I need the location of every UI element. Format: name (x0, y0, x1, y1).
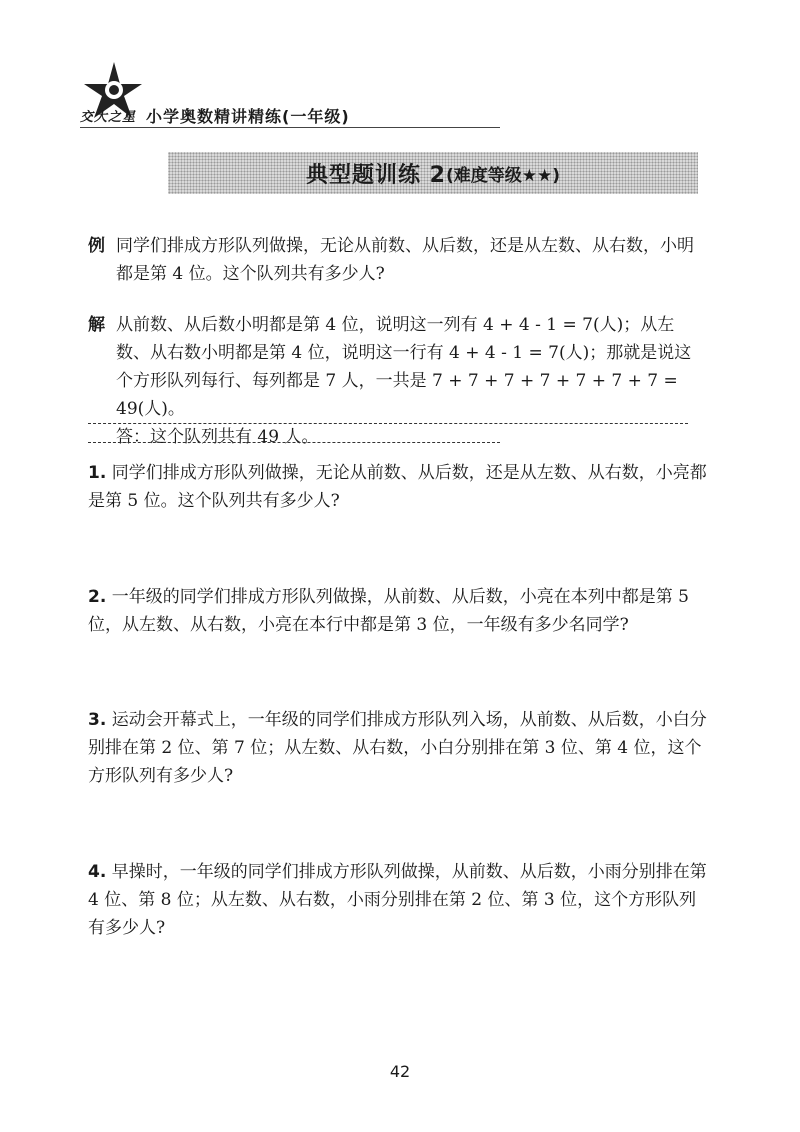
problem-number: 3. (88, 710, 107, 730)
book-title: 小学奥数精讲精练(一年级) (146, 107, 350, 126)
problem-number: 4. (88, 862, 107, 882)
dashed-divider (88, 423, 688, 424)
page-header (80, 60, 500, 126)
problem-text: 一年级的同学们排成方形队列做操，从前数、从后数，小亮在本列中都是第 5 位，从左数、从右数，小亮在本行中都是第 3 位，一年级有多少名同学? (88, 587, 689, 635)
solution-answer: 答：这个队列共有 49 人。 (116, 427, 319, 447)
problem-2 (88, 583, 708, 639)
solution-tag: 解 (88, 315, 105, 335)
dashed-divider (88, 442, 500, 443)
problem-3 (88, 706, 708, 790)
problem-number: 2. (88, 587, 107, 607)
example-text: 同学们排成方形队列做操，无论从前数、从后数，还是从左数、从右数，小明都是第 4 位。这个队列共有多少人? (116, 236, 694, 284)
problem-text: 同学们排成方形队列做操，无论从前数、从后数，还是从左数、从右数，小亮都是第 5 位。这个队列共有多少人? (88, 463, 707, 511)
header-rule (80, 127, 500, 128)
example-tag: 例 (88, 236, 105, 256)
problem-text: 早操时，一年级的同学们排成方形队列做操，从前数、从后数，小雨分别排在第 4 位、第 8 位；从左数、从右数，小雨分别排在第 2 位、第 3 位，这个方形队列有多少人? (88, 862, 707, 938)
example-block (88, 232, 708, 288)
section-title: 典型题训练 2 (306, 162, 446, 188)
page-number: 42 (389, 1062, 411, 1081)
section-banner (168, 152, 698, 194)
problem-4 (88, 858, 708, 942)
section-difficulty: (难度等级★★) (445, 165, 560, 186)
problem-1 (88, 459, 708, 515)
problem-text: 运动会开幕式上，一年级的同学们排成方形队列入场，从前数、从后数，小白分别排在第 2 位、第 7 位；从左数、从右数，小白分别排在第 3 位、第 4 位，这个方形队列有多少人? (88, 710, 707, 786)
logo-text: 交大之星 (80, 110, 137, 125)
problem-number: 1. (88, 463, 107, 483)
solution-text: 从前数、从后数小明都是第 4 位，说明这一列有 4 + 4 - 1 = 7(人)；从左数、从右数小明都是第 4 位，说明这一行有 4 + 4 - 1 = 7(人)；那就是说这个方形队列每行、每列都是 7 人，一共是 7 + 7 + 7 + 7 + 7 + 7 + 7 = 49(人)。 (116, 315, 692, 419)
solution-block (88, 311, 708, 451)
